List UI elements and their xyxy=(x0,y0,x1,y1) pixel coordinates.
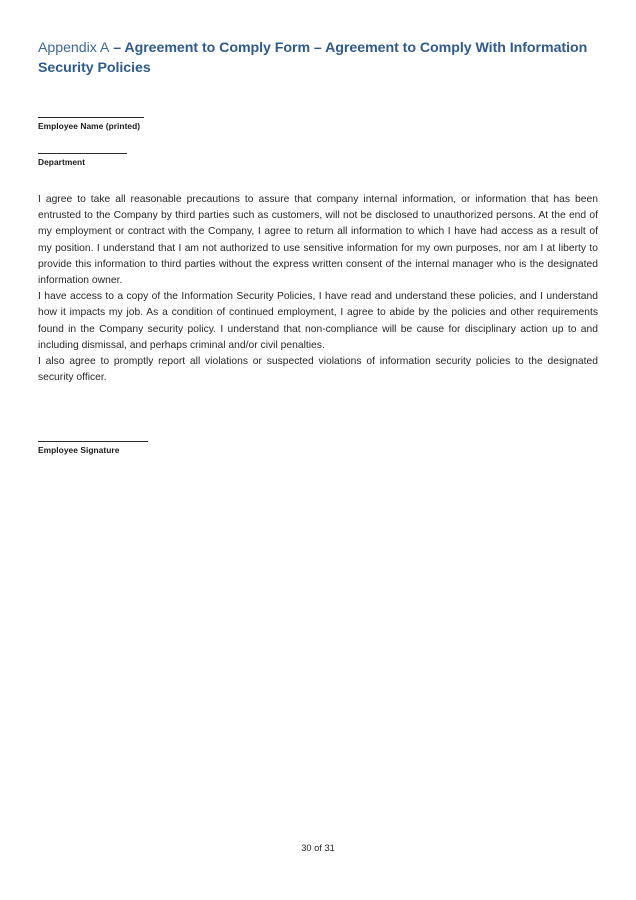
department-rule[interactable] xyxy=(38,153,127,154)
agreement-paragraph-1: I agree to take all reasonable precautions to assure that company internal information, or information that has been entrusted to the Company by third parties such as customers, will not be disclosed to unauthorized persons. At the end of my employment or contract with the Company, I agree to return all information to which I have had access as a result of my position. I understand that I am not authorized to use sensitive information for my own purposes, nor am I at liberty to provide this information to third parties without the express written consent of the internal manager who is the designated information owner. xyxy=(38,194,598,287)
employee-name-label: Employee Name (printed) xyxy=(38,121,141,131)
page-title xyxy=(38,0,598,78)
employee-signature-rule[interactable] xyxy=(38,441,148,442)
agreement-body xyxy=(38,168,598,386)
page-footer xyxy=(0,838,636,856)
employee-signature-label: Employee Signature xyxy=(38,445,120,456)
page-content xyxy=(38,0,598,456)
department-label: Department xyxy=(38,157,86,167)
page-number-indicator: 30 of 31 xyxy=(301,843,335,853)
agreement-paragraph-3: I also agree to promptly report all violations or suspected violations of information security policies to the designated security officer. xyxy=(38,356,598,384)
appendix-label: Appendix A xyxy=(38,40,110,56)
field-department xyxy=(38,132,598,168)
field-employee-signature xyxy=(38,386,598,456)
page-title-text: – Agreement to Comply Form – Agreement to Comply With Information Security Policies xyxy=(38,40,588,76)
field-employee-name xyxy=(38,78,598,132)
employee-name-rule[interactable] xyxy=(38,117,144,118)
agreement-paragraph-2: I have access to a copy of the Information Security Policies, I have read and understand these policies, and I understand how it impacts my job. As a condition of continued employment, I agree to abide by the policies and other requirements found in the Company security policy. I understand that non-compliance will be cause for disciplinary action up to and including dismissal, and perhaps criminal and/or civil penalties. xyxy=(38,291,598,351)
